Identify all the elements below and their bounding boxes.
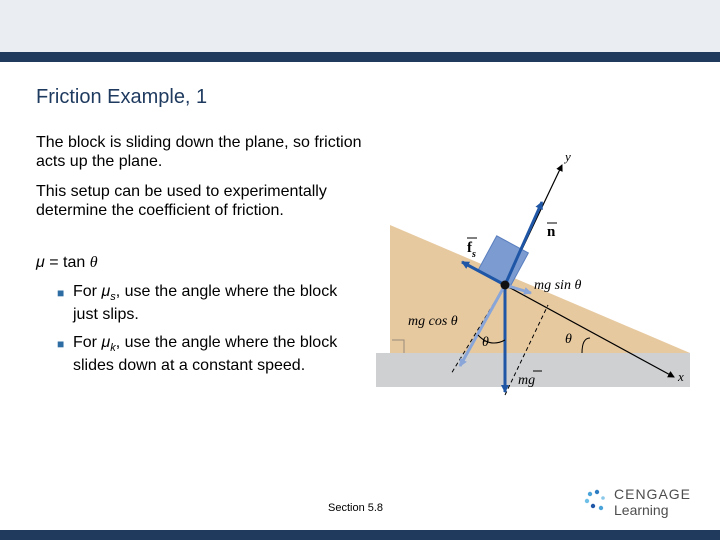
bullet-marker-icon: ■ xyxy=(57,337,65,352)
logo-dots-icon xyxy=(584,488,610,514)
y-axis-label: y xyxy=(565,149,571,164)
bullet-text: , use the angle where the block slides down at a constant speed. xyxy=(73,334,338,375)
contact-point xyxy=(501,281,510,290)
cengage-logo xyxy=(584,486,692,520)
mu-subscript: s xyxy=(110,291,116,304)
mu-subscript: k xyxy=(110,342,116,355)
bullet-static-friction xyxy=(57,283,347,324)
logo-text-cengage: CENGAGE xyxy=(614,486,692,502)
theta-label-right: θ xyxy=(565,332,572,347)
friction-formula xyxy=(36,253,366,272)
header-band xyxy=(0,0,720,52)
bullet-prefix: For xyxy=(73,334,102,352)
bullet-list xyxy=(57,283,347,385)
logo-text-learning: Learning xyxy=(614,502,669,518)
theta-symbol: θ xyxy=(89,254,98,271)
mg-cos-label: mg cos θ xyxy=(408,314,458,329)
mu-symbol: μ xyxy=(36,254,45,271)
mg-sin-label: mg sin θ xyxy=(534,278,582,293)
bullet-kinetic-friction xyxy=(57,334,347,375)
normal-label: n xyxy=(547,224,556,240)
slide-title: Friction Example, 1 xyxy=(36,86,208,108)
friction-label: $f_s$ xyxy=(467,240,476,260)
paragraph-setup: This setup can be used to experimentally determine the coefficient of friction. xyxy=(36,183,327,219)
paragraph-sliding: The block is sliding down the plane, so friction acts up the plane. xyxy=(36,134,362,170)
incline-force-diagram xyxy=(376,143,696,405)
header-stripe xyxy=(0,52,720,62)
mu-symbol: μ xyxy=(101,283,111,300)
bullet-text: , use the angle where the block just slips. xyxy=(73,283,338,324)
x-axis-label: x xyxy=(678,369,684,384)
footer-stripe xyxy=(0,530,720,540)
theta-label-left: θ xyxy=(482,335,489,350)
formula-equals: = tan xyxy=(44,254,90,271)
section-footer: Section 5.8 xyxy=(328,502,384,514)
mu-symbol: μ xyxy=(101,334,111,352)
bullet-marker-icon: ■ xyxy=(57,286,65,300)
bullet-prefix: For xyxy=(73,283,102,300)
mg-label: mg xyxy=(518,373,536,388)
